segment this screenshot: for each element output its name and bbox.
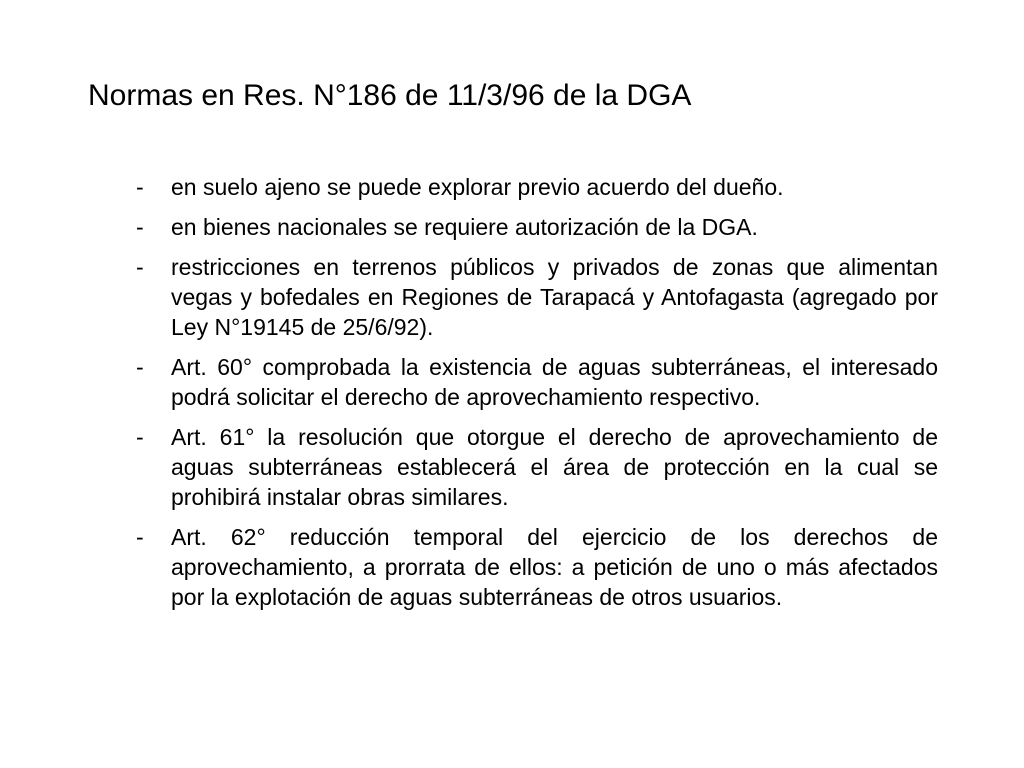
list-item (136, 212, 938, 242)
bullet-marker: - (136, 174, 144, 200)
list-item (136, 422, 938, 512)
bullet-text: en bienes nacionales se requiere autorización de la DGA. (171, 214, 758, 240)
list-item (136, 352, 938, 412)
bullet-text: en suelo ajeno se puede explorar previo acuerdo del dueño. (171, 174, 784, 200)
list-item (136, 172, 938, 202)
list-item (136, 252, 938, 342)
bullet-text: Art. 61° la resolución que otorgue el derecho de aprovechamiento de aguas subterráneas establecerá el área de protección en la cual se prohibirá instalar obras similares. (171, 424, 938, 510)
bullet-text: Art. 60° comprobada la existencia de aguas subterráneas, el interesado podrá solicitar el derecho de aprovechamiento respectivo. (171, 354, 938, 410)
bullet-text: restricciones en terrenos públicos y privados de zonas que alimentan vegas y bofedales en Regiones de Tarapacá y Antofagasta (agregado por Ley N°19145 de 25/6/92). (171, 254, 938, 340)
bullet-marker: - (136, 424, 144, 450)
list-item (136, 522, 938, 612)
bullet-list (136, 172, 938, 622)
bullet-marker: - (136, 524, 144, 550)
bullet-text: Art. 62° reducción temporal del ejercicio de los derechos de aprovechamiento, a prorrata de ellos: a petición de uno o más afectados por la explotación de aguas subterráneas de otros usuarios. (171, 524, 938, 610)
slide-title: Normas en Res. N°186 de 11/3/96 de la DGA (88, 79, 692, 112)
bullet-marker: - (136, 214, 144, 240)
bullet-marker: - (136, 354, 144, 380)
bullet-marker: - (136, 254, 144, 280)
